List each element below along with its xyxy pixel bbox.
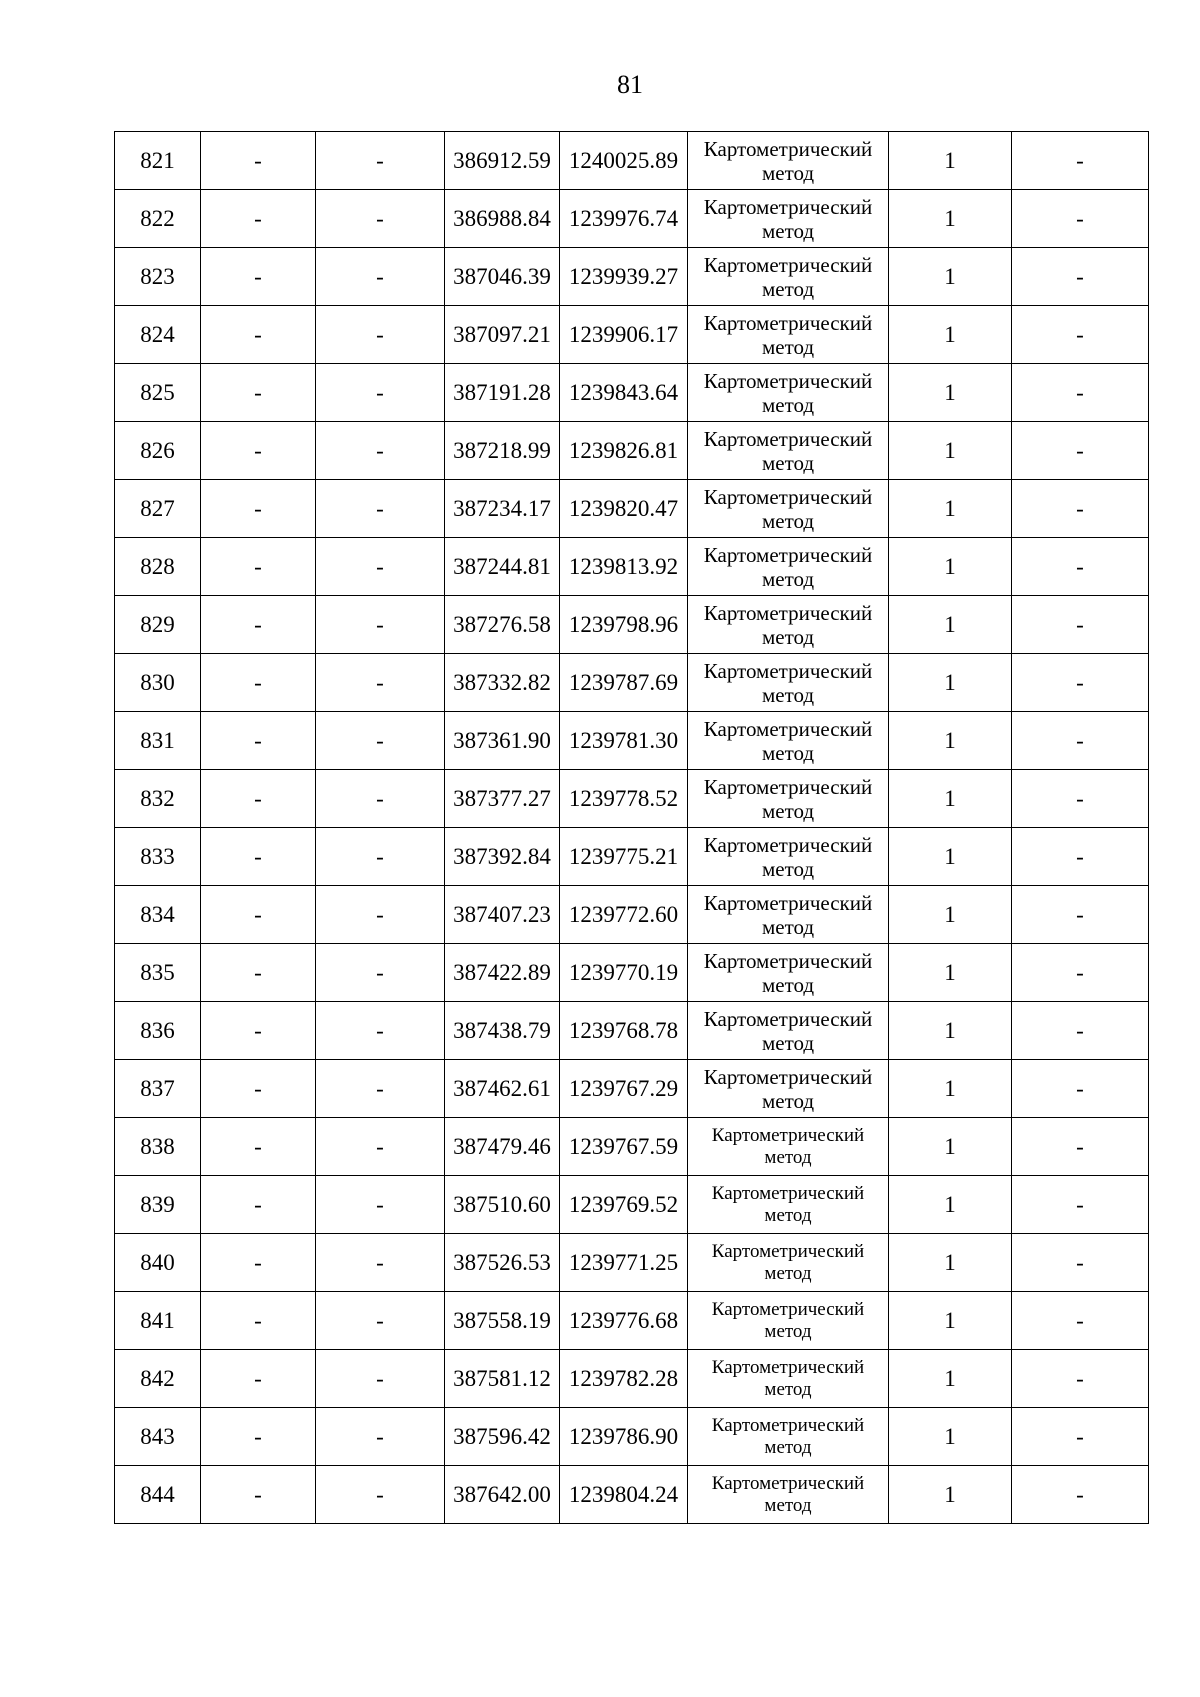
y-coordinate-cell: 1239813.92	[560, 538, 688, 596]
method-cell	[688, 1176, 889, 1234]
column-3-cell: -	[316, 1176, 445, 1234]
column-3-cell: -	[316, 190, 445, 248]
table-row	[115, 596, 1149, 654]
method-label-line-2: метод	[761, 508, 815, 533]
point-number-cell: 832	[115, 770, 201, 828]
point-number-cell: 831	[115, 712, 201, 770]
method-label-line-1: Картометрический	[703, 1006, 873, 1031]
column-3-cell: -	[316, 248, 445, 306]
column-8-cell: -	[1012, 538, 1149, 596]
x-coordinate-cell: 387392.84	[445, 828, 560, 886]
x-coordinate-cell: 387276.58	[445, 596, 560, 654]
column-3-cell: -	[316, 770, 445, 828]
method-label-line-1: Картометрический	[703, 716, 873, 741]
x-coordinate-cell: 387234.17	[445, 480, 560, 538]
method-label-line-2: метод	[761, 392, 815, 417]
table-row	[115, 944, 1149, 1002]
method-label-line-1: Картометрический	[703, 310, 873, 335]
column-2-cell: -	[201, 1292, 316, 1350]
column-7-cell: 1	[889, 886, 1012, 944]
x-coordinate-cell: 387596.42	[445, 1408, 560, 1466]
method-label-line-1: Картометрический	[703, 948, 873, 973]
y-coordinate-cell: 1239820.47	[560, 480, 688, 538]
column-8-cell: -	[1012, 422, 1149, 480]
column-7-cell: 1	[889, 422, 1012, 480]
column-8-cell: -	[1012, 1176, 1149, 1234]
point-number-cell: 834	[115, 886, 201, 944]
column-8-cell: -	[1012, 1466, 1149, 1524]
column-7-cell: 1	[889, 1292, 1012, 1350]
y-coordinate-cell: 1239768.78	[560, 1002, 688, 1060]
column-7-cell: 1	[889, 132, 1012, 190]
y-coordinate-cell: 1239826.81	[560, 422, 688, 480]
column-8-cell: -	[1012, 828, 1149, 886]
column-8-cell: -	[1012, 1234, 1149, 1292]
column-3-cell: -	[316, 1118, 445, 1176]
table-row	[115, 1408, 1149, 1466]
x-coordinate-cell: 387046.39	[445, 248, 560, 306]
column-7-cell: 1	[889, 770, 1012, 828]
point-number-cell: 844	[115, 1466, 201, 1524]
method-cell	[688, 538, 889, 596]
table-row	[115, 1002, 1149, 1060]
column-2-cell: -	[201, 1060, 316, 1118]
x-coordinate-cell: 387244.81	[445, 538, 560, 596]
column-2-cell: -	[201, 422, 316, 480]
method-label-line-2: метод	[761, 624, 815, 649]
x-coordinate-cell: 387407.23	[445, 886, 560, 944]
column-2-cell: -	[201, 712, 316, 770]
method-label-line-1: Картометрический	[711, 1124, 865, 1146]
column-2-cell: -	[201, 1350, 316, 1408]
column-7-cell: 1	[889, 1350, 1012, 1408]
method-cell	[688, 248, 889, 306]
method-label-line-2: метод	[761, 740, 815, 765]
x-coordinate-cell: 387097.21	[445, 306, 560, 364]
method-cell	[688, 422, 889, 480]
method-label-line-2: метод	[764, 1204, 812, 1226]
column-8-cell: -	[1012, 770, 1149, 828]
y-coordinate-cell: 1239782.28	[560, 1350, 688, 1408]
point-number-cell: 829	[115, 596, 201, 654]
column-3-cell: -	[316, 538, 445, 596]
table-row	[115, 1466, 1149, 1524]
table-row	[115, 538, 1149, 596]
method-label-line-1: Картометрический	[711, 1182, 865, 1204]
y-coordinate-cell: 1239770.19	[560, 944, 688, 1002]
column-2-cell: -	[201, 1118, 316, 1176]
column-7-cell: 1	[889, 1118, 1012, 1176]
y-coordinate-cell: 1239906.17	[560, 306, 688, 364]
table-row	[115, 248, 1149, 306]
table-row	[115, 1060, 1149, 1118]
method-label-line-2: метод	[761, 160, 815, 185]
method-label-line-1: Картометрический	[703, 890, 873, 915]
y-coordinate-cell: 1239781.30	[560, 712, 688, 770]
method-label-line-1: Картометрический	[711, 1356, 865, 1378]
column-7-cell: 1	[889, 364, 1012, 422]
column-2-cell: -	[201, 944, 316, 1002]
y-coordinate-cell: 1239767.29	[560, 1060, 688, 1118]
point-number-cell: 830	[115, 654, 201, 712]
column-2-cell: -	[201, 248, 316, 306]
column-8-cell: -	[1012, 1002, 1149, 1060]
column-2-cell: -	[201, 1234, 316, 1292]
method-label-line-2: метод	[761, 566, 815, 591]
y-coordinate-cell: 1239775.21	[560, 828, 688, 886]
column-3-cell: -	[316, 1060, 445, 1118]
column-7-cell: 1	[889, 1234, 1012, 1292]
column-8-cell: -	[1012, 248, 1149, 306]
column-7-cell: 1	[889, 538, 1012, 596]
point-number-cell: 827	[115, 480, 201, 538]
column-8-cell: -	[1012, 364, 1149, 422]
column-3-cell: -	[316, 1408, 445, 1466]
column-2-cell: -	[201, 538, 316, 596]
x-coordinate-cell: 387558.19	[445, 1292, 560, 1350]
column-3-cell: -	[316, 422, 445, 480]
x-coordinate-cell: 387377.27	[445, 770, 560, 828]
table-row	[115, 1234, 1149, 1292]
table-row	[115, 886, 1149, 944]
method-cell	[688, 770, 889, 828]
point-number-cell: 825	[115, 364, 201, 422]
method-label-line-2: метод	[761, 856, 815, 881]
column-3-cell: -	[316, 654, 445, 712]
point-number-cell: 826	[115, 422, 201, 480]
column-2-cell: -	[201, 132, 316, 190]
x-coordinate-cell: 387422.89	[445, 944, 560, 1002]
y-coordinate-cell: 1239787.69	[560, 654, 688, 712]
y-coordinate-cell: 1239776.68	[560, 1292, 688, 1350]
method-cell	[688, 886, 889, 944]
column-3-cell: -	[316, 1466, 445, 1524]
column-2-cell: -	[201, 770, 316, 828]
column-2-cell: -	[201, 886, 316, 944]
x-coordinate-cell: 386988.84	[445, 190, 560, 248]
y-coordinate-cell: 1239786.90	[560, 1408, 688, 1466]
column-2-cell: -	[201, 828, 316, 886]
x-coordinate-cell: 387526.53	[445, 1234, 560, 1292]
point-number-cell: 843	[115, 1408, 201, 1466]
method-label-line-1: Картометрический	[711, 1298, 865, 1320]
method-label-line-1: Картометрический	[703, 194, 873, 219]
x-coordinate-cell: 387332.82	[445, 654, 560, 712]
method-label-line-2: метод	[764, 1262, 812, 1284]
method-label-line-2: метод	[764, 1146, 812, 1168]
column-8-cell: -	[1012, 190, 1149, 248]
column-3-cell: -	[316, 364, 445, 422]
method-label-line-1: Картометрический	[703, 136, 873, 161]
method-label-line-1: Картометрический	[703, 426, 873, 451]
method-label-line-1: Картометрический	[711, 1472, 865, 1494]
method-label-line-1: Картометрический	[703, 252, 873, 277]
method-cell	[688, 1466, 889, 1524]
column-3-cell: -	[316, 944, 445, 1002]
point-number-cell: 823	[115, 248, 201, 306]
y-coordinate-cell: 1239769.52	[560, 1176, 688, 1234]
x-coordinate-cell: 387438.79	[445, 1002, 560, 1060]
table-row	[115, 480, 1149, 538]
method-cell	[688, 1408, 889, 1466]
point-number-cell: 840	[115, 1234, 201, 1292]
column-3-cell: -	[316, 886, 445, 944]
column-2-cell: -	[201, 1002, 316, 1060]
y-coordinate-cell: 1239771.25	[560, 1234, 688, 1292]
method-cell	[688, 190, 889, 248]
column-8-cell: -	[1012, 944, 1149, 1002]
column-8-cell: -	[1012, 1118, 1149, 1176]
method-label-line-1: Картометрический	[703, 542, 873, 567]
method-cell	[688, 132, 889, 190]
x-coordinate-cell: 387462.61	[445, 1060, 560, 1118]
column-3-cell: -	[316, 1002, 445, 1060]
method-cell	[688, 944, 889, 1002]
column-7-cell: 1	[889, 1466, 1012, 1524]
method-cell	[688, 596, 889, 654]
column-7-cell: 1	[889, 1176, 1012, 1234]
coordinates-table	[114, 131, 1149, 1524]
method-cell	[688, 712, 889, 770]
column-3-cell: -	[316, 596, 445, 654]
point-number-cell: 828	[115, 538, 201, 596]
column-8-cell: -	[1012, 596, 1149, 654]
page-number: 81	[617, 70, 643, 99]
method-label-line-2: метод	[761, 972, 815, 997]
point-number-cell: 839	[115, 1176, 201, 1234]
table-row	[115, 1350, 1149, 1408]
column-8-cell: -	[1012, 132, 1149, 190]
table-body	[115, 132, 1149, 1524]
point-number-cell: 836	[115, 1002, 201, 1060]
x-coordinate-cell: 387479.46	[445, 1118, 560, 1176]
y-coordinate-cell: 1239804.24	[560, 1466, 688, 1524]
point-number-cell: 841	[115, 1292, 201, 1350]
method-label-line-2: метод	[761, 276, 815, 301]
column-7-cell: 1	[889, 306, 1012, 364]
y-coordinate-cell: 1239772.60	[560, 886, 688, 944]
method-label-line-1: Картометрический	[703, 600, 873, 625]
point-number-cell: 842	[115, 1350, 201, 1408]
column-7-cell: 1	[889, 944, 1012, 1002]
column-2-cell: -	[201, 480, 316, 538]
column-7-cell: 1	[889, 654, 1012, 712]
method-label-line-1: Картометрический	[703, 832, 873, 857]
method-label-line-2: метод	[761, 1030, 815, 1055]
x-coordinate-cell: 387191.28	[445, 364, 560, 422]
column-7-cell: 1	[889, 596, 1012, 654]
method-label-line-2: метод	[761, 218, 815, 243]
method-label-line-2: метод	[761, 334, 815, 359]
column-8-cell: -	[1012, 1408, 1149, 1466]
point-number-cell: 824	[115, 306, 201, 364]
point-number-cell: 837	[115, 1060, 201, 1118]
column-2-cell: -	[201, 364, 316, 422]
column-2-cell: -	[201, 1176, 316, 1234]
column-7-cell: 1	[889, 712, 1012, 770]
method-cell	[688, 1234, 889, 1292]
y-coordinate-cell: 1239939.27	[560, 248, 688, 306]
point-number-cell: 838	[115, 1118, 201, 1176]
table-row	[115, 422, 1149, 480]
column-7-cell: 1	[889, 480, 1012, 538]
point-number-cell: 821	[115, 132, 201, 190]
method-label-line-1: Картометрический	[703, 658, 873, 683]
column-7-cell: 1	[889, 1060, 1012, 1118]
y-coordinate-cell: 1239798.96	[560, 596, 688, 654]
column-3-cell: -	[316, 1292, 445, 1350]
method-cell	[688, 828, 889, 886]
method-cell	[688, 1002, 889, 1060]
y-coordinate-cell: 1239843.64	[560, 364, 688, 422]
column-2-cell: -	[201, 1466, 316, 1524]
point-number-cell: 822	[115, 190, 201, 248]
method-label-line-2: метод	[761, 798, 815, 823]
column-7-cell: 1	[889, 190, 1012, 248]
method-cell	[688, 1292, 889, 1350]
method-cell	[688, 364, 889, 422]
table-row	[115, 828, 1149, 886]
column-2-cell: -	[201, 1408, 316, 1466]
point-number-cell: 835	[115, 944, 201, 1002]
x-coordinate-cell: 387581.12	[445, 1350, 560, 1408]
column-3-cell: -	[316, 306, 445, 364]
column-3-cell: -	[316, 132, 445, 190]
table-row	[115, 132, 1149, 190]
method-cell	[688, 654, 889, 712]
method-label-line-1: Картометрический	[711, 1414, 865, 1436]
table-row	[115, 190, 1149, 248]
method-label-line-2: метод	[761, 1088, 815, 1113]
method-label-line-2: метод	[761, 682, 815, 707]
column-8-cell: -	[1012, 1350, 1149, 1408]
method-cell	[688, 306, 889, 364]
column-8-cell: -	[1012, 480, 1149, 538]
method-cell	[688, 480, 889, 538]
method-cell	[688, 1350, 889, 1408]
column-2-cell: -	[201, 596, 316, 654]
table-row	[115, 770, 1149, 828]
column-8-cell: -	[1012, 1060, 1149, 1118]
x-coordinate-cell: 386912.59	[445, 132, 560, 190]
method-cell	[688, 1060, 889, 1118]
y-coordinate-cell: 1239767.59	[560, 1118, 688, 1176]
y-coordinate-cell: 1239778.52	[560, 770, 688, 828]
column-3-cell: -	[316, 1350, 445, 1408]
x-coordinate-cell: 387510.60	[445, 1176, 560, 1234]
table-row	[115, 306, 1149, 364]
y-coordinate-cell: 1240025.89	[560, 132, 688, 190]
table-row	[115, 654, 1149, 712]
column-2-cell: -	[201, 306, 316, 364]
x-coordinate-cell: 387361.90	[445, 712, 560, 770]
method-label-line-1: Картометрический	[703, 368, 873, 393]
table-row	[115, 1176, 1149, 1234]
method-label-line-2: метод	[764, 1320, 812, 1342]
method-label-line-1: Картометрический	[703, 774, 873, 799]
method-label-line-1: Картометрический	[703, 1064, 873, 1089]
table-row	[115, 364, 1149, 422]
method-label-line-2: метод	[764, 1494, 812, 1516]
method-label-line-1: Картометрический	[703, 484, 873, 509]
column-7-cell: 1	[889, 248, 1012, 306]
column-3-cell: -	[316, 1234, 445, 1292]
table-row	[115, 1118, 1149, 1176]
method-label-line-1: Картометрический	[711, 1240, 865, 1262]
table-row	[115, 712, 1149, 770]
column-3-cell: -	[316, 828, 445, 886]
column-3-cell: -	[316, 712, 445, 770]
point-number-cell: 833	[115, 828, 201, 886]
y-coordinate-cell: 1239976.74	[560, 190, 688, 248]
column-7-cell: 1	[889, 1002, 1012, 1060]
x-coordinate-cell: 387218.99	[445, 422, 560, 480]
method-label-line-2: метод	[761, 450, 815, 475]
column-8-cell: -	[1012, 886, 1149, 944]
method-label-line-2: метод	[764, 1378, 812, 1400]
method-label-line-2: метод	[764, 1436, 812, 1458]
column-8-cell: -	[1012, 306, 1149, 364]
column-8-cell: -	[1012, 654, 1149, 712]
method-label-line-2: метод	[761, 914, 815, 939]
column-3-cell: -	[316, 480, 445, 538]
column-8-cell: -	[1012, 1292, 1149, 1350]
column-7-cell: 1	[889, 828, 1012, 886]
x-coordinate-cell: 387642.00	[445, 1466, 560, 1524]
column-2-cell: -	[201, 654, 316, 712]
column-8-cell: -	[1012, 712, 1149, 770]
method-cell	[688, 1118, 889, 1176]
column-2-cell: -	[201, 190, 316, 248]
column-7-cell: 1	[889, 1408, 1012, 1466]
table-row	[115, 1292, 1149, 1350]
